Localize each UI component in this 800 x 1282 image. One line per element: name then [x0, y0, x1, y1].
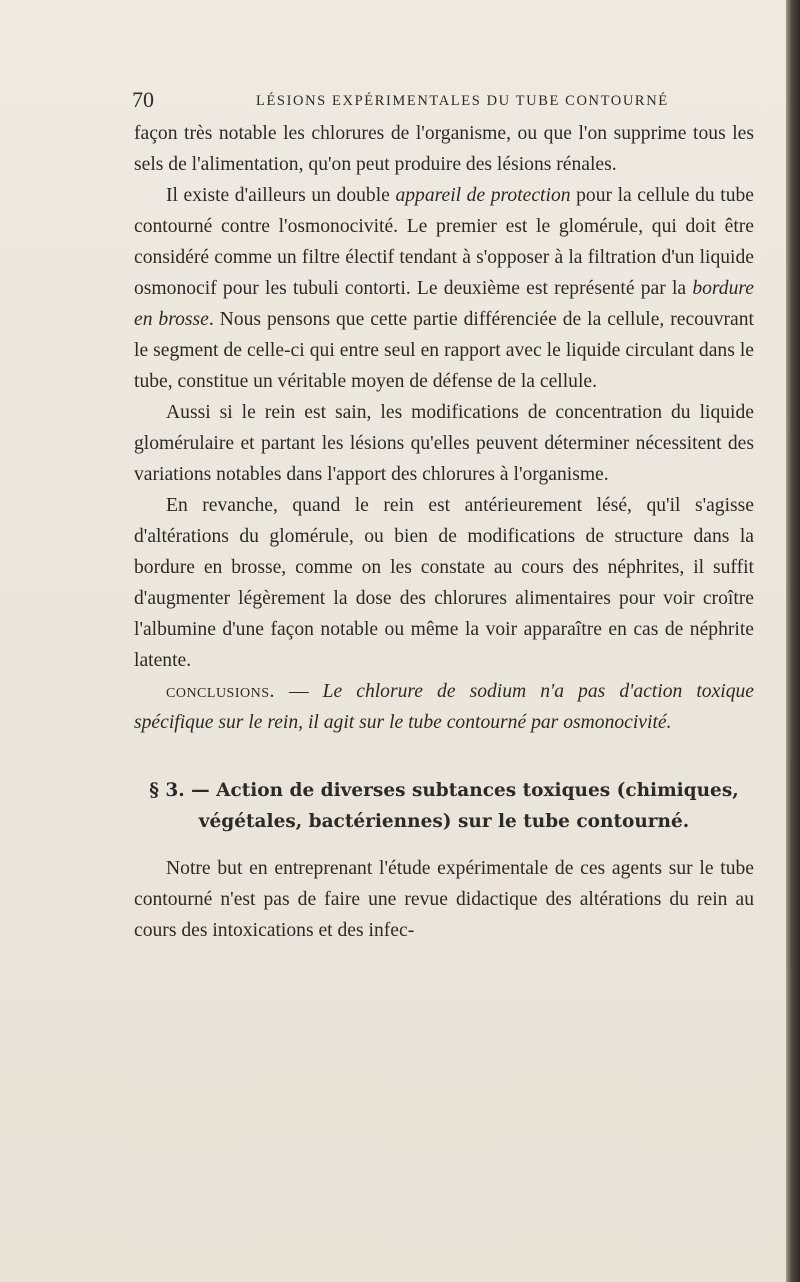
- paragraph-2-part-1: Il existe d'ailleurs un double: [166, 185, 396, 206]
- paragraph-2-part-3: . Nous pensons que cette partie différenciée de la cellule, recouvrant le segment de celle-ci qui entre seul en rapport avec le liquide circulant dans le tube, constitue un véritable moyen de défense de la cellule.: [134, 309, 754, 392]
- paragraph-1: façon très notable les chlorures de l'organisme, ou que l'on supprime tous les sels de l'alimentation, qu'on peut produire des lésions rénales.: [134, 123, 754, 175]
- paragraph-4: En revanche, quand le rein est antérieurement lésé, qu'il s'agisse d'altérations du glomérule, ou bien de modifications de structure dans la bordure en brosse, comme on les constate au cours des néphrites, il suffit d'augmenter légèrement la dose des chlorures alimentaires pour voir croître l'albumine d'une façon notable ou même la voir apparaître en cas de néphrite latente.: [134, 495, 754, 671]
- book-binding-edge: [786, 0, 800, 1282]
- paragraph-2: [134, 180, 754, 397]
- body-text: [134, 118, 754, 946]
- conclusions-text: Le chlorure de sodium n'a pas d'action toxique spécifique sur le rein, il agit sur le tube contourné par osmonocivité.: [134, 681, 755, 733]
- emphasis-appareil-de-protection: appareil de protection: [395, 185, 571, 206]
- conclusions-label: conclusions.: [166, 681, 275, 702]
- conclusions-paragraph: [134, 676, 754, 738]
- running-head: LÉSIONS EXPÉRIMENTALES DU TUBE CONTOURNÉ: [256, 93, 669, 109]
- paragraph-3: Aussi si le rein est sain, les modifications de concentration du liquide glomérulaire et partant les lésions qu'elles peuvent déterminer nécessitent des variations notables dans l'apport des chlorures à l'organisme.: [134, 402, 754, 485]
- paragraph-2-part-2: pour la cellule du tube contourné contre l'osmonocivité. Le premier est le glomérule, qui doit être considéré comme un filtre électif tendant à s'opposer à la filtration d'un liquide osmonocif pour les tubuli contorti. Le deuxième est représenté par la: [134, 185, 754, 299]
- conclusions-dash: —: [274, 681, 323, 702]
- section-heading: § 3. — Action de diverses subtances toxiques (chimiques, végétales, bactériennes) sur le tube contourné.: [149, 780, 739, 832]
- paragraph-6: Notre but en entreprenant l'étude expérimentale de ces agents sur le tube contourné n'est pas de faire une revue didactique des altérations du rein au cours des intoxications et des infec-: [134, 858, 754, 941]
- emphasis-bordure-en-brosse: bordure en brosse: [134, 278, 754, 330]
- page-header: [132, 88, 772, 112]
- page-number: 70: [132, 87, 154, 112]
